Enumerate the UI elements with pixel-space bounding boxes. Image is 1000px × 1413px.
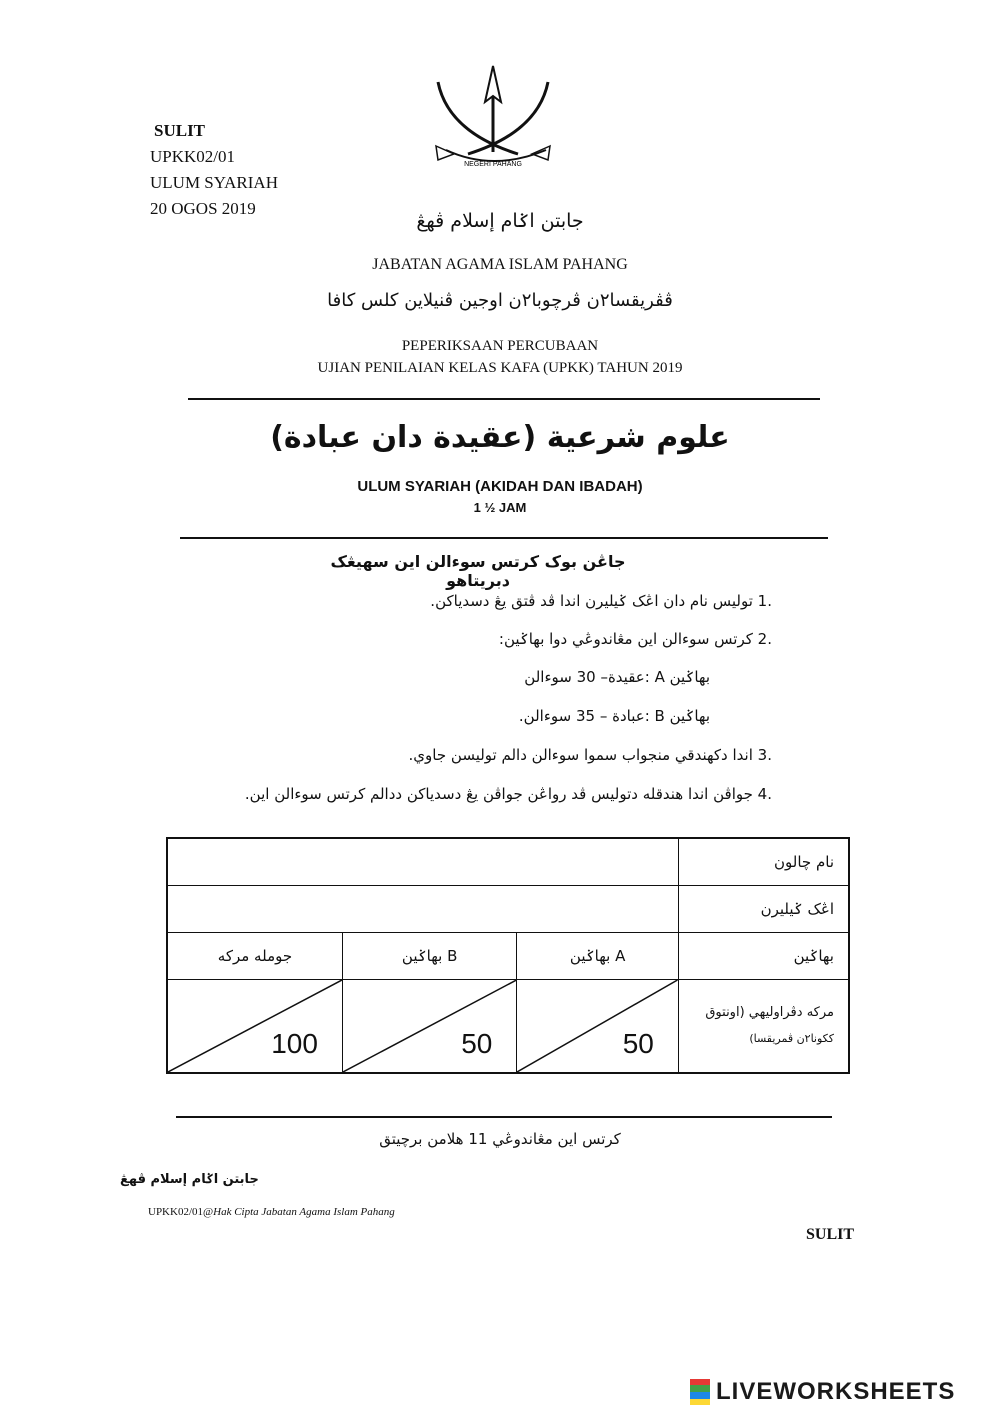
paper-title-latin: ULUM SYARIAH (AKIDAH DAN IBADAH) xyxy=(357,478,643,495)
marks-label-line-2: ككونا٢ن ڤمريقسا) xyxy=(749,1032,834,1045)
section-b-header: بهاݢين B xyxy=(342,933,516,980)
copyright-notice xyxy=(148,1206,395,1218)
exam-date: 20 OGOS 2019 xyxy=(150,199,256,218)
instructions-heading: جاڠن بوک كرتس سوءالن اين سهيڠک دبريتاهو xyxy=(330,552,626,590)
instruction-text: اندا دكهندقي منجواب سموا سوءالن دالم توليسن جاوي. xyxy=(408,746,753,764)
candidate-name-label: نام چالون xyxy=(678,838,849,886)
total-max-marks: 100 xyxy=(271,1028,318,1059)
section-label: بهاݢين xyxy=(678,933,849,980)
department-jawi: جابتن اݢام إسلام ڤهڠ xyxy=(416,210,584,232)
candidate-marks-table xyxy=(166,837,850,1074)
instruction-text: بهاݢين B :عبادة – 35 سوءالن. xyxy=(518,707,710,725)
instruction-text: توليس نام دان اڠک ݢيليرن اندا ڤد ڤتق يڠ دسدياكن. xyxy=(430,592,753,610)
copyright-text: Hak Cipta Jabatan Agama Islam Pahang xyxy=(213,1206,395,1218)
candidate-name-field[interactable] xyxy=(167,838,678,886)
state-crest-icon xyxy=(428,62,558,174)
divider xyxy=(180,537,828,539)
subject-name: ULUM SYARIAH xyxy=(150,173,278,192)
instruction-number: .2 xyxy=(757,630,772,648)
marks-obtained-label xyxy=(678,980,849,1074)
turn-number-label: اڠک ݢيليرن xyxy=(678,886,849,933)
page-count-note: كرتس اين مڠاندوڠي 11 هلامن برچيتق xyxy=(379,1130,621,1148)
instruction-item xyxy=(430,592,772,610)
exam-jawi: ڤڤريقسا٢ن ڤرچوبا٢ن اوجين ڤنيلاين كلس كافا xyxy=(327,290,673,311)
liveworksheets-brand: LIVEWORKSHEETS xyxy=(716,1378,956,1405)
instruction-number: .1 xyxy=(757,592,772,610)
turn-number-field[interactable] xyxy=(167,886,678,933)
section-b-max-marks: 50 xyxy=(461,1028,493,1059)
liveworksheets-logo-icon xyxy=(690,1379,710,1405)
crest-motto: NEGERI PAHANG xyxy=(464,161,522,168)
instruction-item xyxy=(409,746,772,764)
footer-department-jawi: جابتن اݢام إسلام ڤهڠ xyxy=(120,1172,259,1187)
paper-title-jawi: علوم شرعية (عقيدة دان عبادة) xyxy=(270,420,730,455)
instruction-text: بهاݢين A :عقيدة– 30 سوءالن xyxy=(524,668,710,686)
exam-line-2: UJIAN PENILAIAN KELAS KAFA (UPKK) TAHUN 2019 xyxy=(317,360,683,376)
instruction-number: .3 xyxy=(757,746,772,764)
sulit-footer-label: SULIT xyxy=(806,1226,855,1243)
instruction-subitem xyxy=(524,668,710,686)
sulit-label: SULIT xyxy=(154,121,206,140)
header-meta xyxy=(150,118,278,222)
paper-code: UPKK02/01 xyxy=(150,147,236,166)
paper-duration: 1 ½ JAM xyxy=(473,500,527,515)
section-b-marks-cell[interactable] xyxy=(342,980,516,1074)
total-marks-cell[interactable] xyxy=(167,980,342,1074)
section-a-marks-cell[interactable] xyxy=(517,980,679,1074)
exam-line-1: PEPERIKSAAN PERCUBAAN xyxy=(401,338,599,354)
instruction-item xyxy=(499,630,772,648)
divider xyxy=(188,398,820,400)
total-marks-header: جومله مركه xyxy=(167,933,342,980)
instruction-item xyxy=(245,785,772,803)
section-a-max-marks: 50 xyxy=(622,1028,654,1059)
instruction-text: جواڤن اندا هندقله دتوليس ڤد رواڠن جواڤن يڠ دسدياكن ددالم كرتس سوءالن اين. xyxy=(244,785,753,803)
copyright-code: UPKK02/01@ xyxy=(148,1206,214,1218)
divider xyxy=(176,1116,832,1118)
instruction-text: كرتس سوءالن اين مڠاندوڠي دوا بهاݢين: xyxy=(498,630,753,648)
marks-label-line-1: مركه دڤراوليهي (اونتوق xyxy=(705,1005,834,1020)
department-latin: JABATAN AGAMA ISLAM PAHANG xyxy=(372,256,628,273)
instruction-subitem xyxy=(519,707,710,725)
liveworksheets-watermark xyxy=(690,1378,955,1406)
section-a-header: بهاݢين A xyxy=(517,933,679,980)
instruction-number: .4 xyxy=(757,785,772,803)
